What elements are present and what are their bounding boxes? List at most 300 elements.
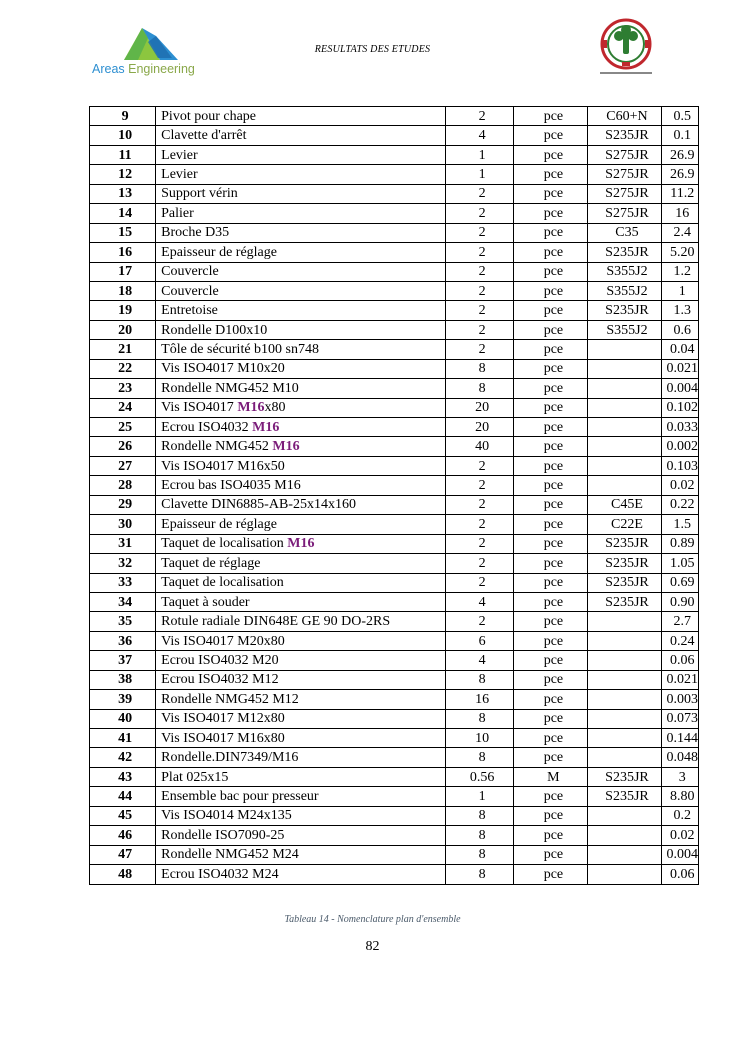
quantity-cell: 2 <box>445 184 513 203</box>
material-cell: S355J2 <box>588 281 661 300</box>
table-row <box>90 340 699 359</box>
material-cell: S235JR <box>588 301 661 320</box>
designation-cell <box>156 301 446 320</box>
quantity-cell: 2 <box>445 340 513 359</box>
institute-emblem <box>592 14 660 82</box>
mass-cell: 0.144 <box>661 729 699 748</box>
material-cell: S235JR <box>588 787 661 806</box>
table-row <box>90 476 699 495</box>
table-row <box>90 573 699 592</box>
unit-cell: pce <box>514 418 588 437</box>
designation-cell <box>156 340 446 359</box>
designation-text: Ecrou ISO4032 M12 <box>161 672 279 688</box>
quantity-cell: 6 <box>445 631 513 650</box>
quantity-cell: 2 <box>445 612 513 631</box>
designation-cell <box>156 476 446 495</box>
mass-cell: 0.5 <box>661 107 699 126</box>
item-number-cell: 47 <box>90 845 156 864</box>
material-cell: S275JR <box>588 204 661 223</box>
designation-cell <box>156 184 446 203</box>
mass-cell: 0.021 <box>661 670 699 689</box>
designation-cell <box>156 456 446 475</box>
designation-cell <box>156 554 446 573</box>
item-number-cell: 16 <box>90 243 156 262</box>
material-cell <box>588 670 661 689</box>
material-cell: S275JR <box>588 165 661 184</box>
unit-cell: pce <box>514 787 588 806</box>
material-cell <box>588 437 661 456</box>
mass-cell: 2.7 <box>661 612 699 631</box>
unit-cell: pce <box>514 126 588 145</box>
table-row <box>90 184 699 203</box>
designation-text: Vis ISO4017 M16x50 <box>161 458 285 474</box>
material-cell <box>588 826 661 845</box>
mass-cell: 3 <box>661 767 699 786</box>
designation-text: Vis ISO4017 M12x80 <box>161 711 285 727</box>
material-cell <box>588 690 661 709</box>
designation-text: Couvercle <box>161 264 219 280</box>
item-number-cell: 11 <box>90 145 156 164</box>
designation-cell <box>156 262 446 281</box>
table-row <box>90 281 699 300</box>
material-cell <box>588 379 661 398</box>
designation-text: Vis ISO4017 <box>161 400 238 416</box>
table-row <box>90 534 699 553</box>
quantity-cell: 2 <box>445 204 513 223</box>
table-row <box>90 223 699 242</box>
item-number-cell: 35 <box>90 612 156 631</box>
mass-cell: 0.90 <box>661 592 699 611</box>
material-cell <box>588 631 661 650</box>
mass-cell: 0.89 <box>661 534 699 553</box>
quantity-cell: 20 <box>445 418 513 437</box>
designation-text: Clavette d'arrêt <box>161 128 247 144</box>
item-number-cell: 42 <box>90 748 156 767</box>
item-number-cell: 26 <box>90 437 156 456</box>
table-row <box>90 767 699 786</box>
quantity-cell: 2 <box>445 534 513 553</box>
unit-cell: pce <box>514 437 588 456</box>
unit-cell: pce <box>514 320 588 339</box>
table-row <box>90 729 699 748</box>
mass-cell: 0.102 <box>661 398 699 417</box>
item-number-cell: 46 <box>90 826 156 845</box>
designation-text: Rondelle ISO7090-25 <box>161 827 285 843</box>
table-row <box>90 612 699 631</box>
designation-cell <box>156 515 446 534</box>
item-number-cell: 24 <box>90 398 156 417</box>
designation-cell <box>156 223 446 242</box>
designation-cell <box>156 787 446 806</box>
material-cell: S235JR <box>588 554 661 573</box>
mass-cell: 0.02 <box>661 826 699 845</box>
unit-cell: pce <box>514 281 588 300</box>
unit-cell: pce <box>514 223 588 242</box>
designation-cell <box>156 573 446 592</box>
item-number-cell: 44 <box>90 787 156 806</box>
quantity-cell: 8 <box>445 826 513 845</box>
table-row <box>90 437 699 456</box>
mass-cell: 0.073 <box>661 709 699 728</box>
designation-text: Couvercle <box>161 283 219 299</box>
table-row <box>90 806 699 825</box>
company-name-part-2: Engineering <box>128 62 195 76</box>
mass-cell: 0.02 <box>661 476 699 495</box>
designation-text: Ecrou ISO4032 M24 <box>161 866 279 882</box>
item-number-cell: 12 <box>90 165 156 184</box>
unit-cell: pce <box>514 806 588 825</box>
unit-cell: pce <box>514 573 588 592</box>
designation-cell <box>156 845 446 864</box>
designation-cell <box>156 126 446 145</box>
quantity-cell: 2 <box>445 554 513 573</box>
material-cell <box>588 340 661 359</box>
unit-cell: pce <box>514 145 588 164</box>
designation-cell <box>156 398 446 417</box>
item-number-cell: 25 <box>90 418 156 437</box>
designation-text: Rondelle NMG452 M24 <box>161 847 299 863</box>
designation-cell <box>156 865 446 884</box>
item-number-cell: 22 <box>90 359 156 378</box>
item-number-cell: 19 <box>90 301 156 320</box>
designation-text: Broche D35 <box>161 225 230 241</box>
material-cell: S355J2 <box>588 320 661 339</box>
designation-cell <box>156 592 446 611</box>
mass-cell: 1.5 <box>661 515 699 534</box>
unit-cell: pce <box>514 340 588 359</box>
item-number-cell: 27 <box>90 456 156 475</box>
designation-cell <box>156 145 446 164</box>
quantity-cell: 8 <box>445 748 513 767</box>
material-cell: S235JR <box>588 592 661 611</box>
institute-seal-icon <box>592 14 660 82</box>
quantity-cell: 20 <box>445 398 513 417</box>
item-number-cell: 10 <box>90 126 156 145</box>
nomenclature-table <box>89 106 699 885</box>
item-number-cell: 20 <box>90 320 156 339</box>
material-cell <box>588 476 661 495</box>
unit-cell: pce <box>514 301 588 320</box>
quantity-cell: 4 <box>445 651 513 670</box>
item-number-cell: 21 <box>90 340 156 359</box>
designation-text: Rondelle NMG452 <box>161 439 273 455</box>
unit-cell: pce <box>514 748 588 767</box>
designation-cell <box>156 534 446 553</box>
unit-cell: pce <box>514 476 588 495</box>
table-row <box>90 145 699 164</box>
mass-cell: 0.103 <box>661 456 699 475</box>
mass-cell: 26.9 <box>661 145 699 164</box>
designation-cell <box>156 767 446 786</box>
designation-cell <box>156 107 446 126</box>
designation-cell <box>156 495 446 514</box>
material-cell: S235JR <box>588 534 661 553</box>
table-row <box>90 709 699 728</box>
material-cell: C60+N <box>588 107 661 126</box>
material-cell <box>588 806 661 825</box>
quantity-cell: 8 <box>445 359 513 378</box>
material-cell: S275JR <box>588 145 661 164</box>
quantity-cell: 8 <box>445 670 513 689</box>
table-row <box>90 826 699 845</box>
table-row <box>90 631 699 650</box>
item-number-cell: 13 <box>90 184 156 203</box>
unit-cell: pce <box>514 262 588 281</box>
unit-cell: pce <box>514 845 588 864</box>
item-number-cell: 38 <box>90 670 156 689</box>
designation-text: Tôle de sécurité b100 sn748 <box>161 341 319 357</box>
designation-cell <box>156 612 446 631</box>
mass-cell: 26.9 <box>661 165 699 184</box>
designation-text: Vis ISO4017 M10x20 <box>161 361 285 377</box>
item-number-cell: 37 <box>90 651 156 670</box>
item-number-cell: 36 <box>90 631 156 650</box>
unit-cell: pce <box>514 398 588 417</box>
unit-cell: pce <box>514 865 588 884</box>
table-row <box>90 165 699 184</box>
designation-text: Vis ISO4014 M24x135 <box>161 808 292 824</box>
quantity-cell: 2 <box>445 495 513 514</box>
mass-cell: 0.1 <box>661 126 699 145</box>
quantity-cell: 8 <box>445 865 513 884</box>
item-number-cell: 48 <box>90 865 156 884</box>
mass-cell: 8.80 <box>661 787 699 806</box>
mass-cell: 0.048 <box>661 748 699 767</box>
item-number-cell: 14 <box>90 204 156 223</box>
material-cell: S235JR <box>588 573 661 592</box>
designation-cell <box>156 204 446 223</box>
company-name <box>92 62 195 76</box>
material-cell <box>588 612 661 631</box>
designation-text: Rondelle NMG452 M10 <box>161 380 299 396</box>
table-caption: Tableau 14 - Nomenclature plan d'ensemble <box>284 914 461 925</box>
unit-cell: pce <box>514 612 588 631</box>
unit-cell: pce <box>514 495 588 514</box>
mass-cell: 1.3 <box>661 301 699 320</box>
designation-cell <box>156 243 446 262</box>
material-cell <box>588 651 661 670</box>
quantity-cell: 2 <box>445 476 513 495</box>
unit-cell: pce <box>514 184 588 203</box>
mass-cell: 0.004 <box>661 845 699 864</box>
table-row <box>90 262 699 281</box>
item-number-cell: 45 <box>90 806 156 825</box>
quantity-cell: 8 <box>445 379 513 398</box>
table-row <box>90 359 699 378</box>
designation-cell <box>156 631 446 650</box>
designation-cell <box>156 651 446 670</box>
mass-cell: 5.20 <box>661 243 699 262</box>
item-number-cell: 9 <box>90 107 156 126</box>
table-row <box>90 748 699 767</box>
material-cell: S235JR <box>588 767 661 786</box>
item-number-cell: 34 <box>90 592 156 611</box>
unit-cell: pce <box>514 690 588 709</box>
item-number-cell: 17 <box>90 262 156 281</box>
table-row <box>90 787 699 806</box>
table-row <box>90 320 699 339</box>
item-number-cell: 40 <box>90 709 156 728</box>
designation-text: Rotule radiale DIN648E GE 90 DO-2RS <box>161 614 391 630</box>
item-number-cell: 30 <box>90 515 156 534</box>
mass-cell: 0.22 <box>661 495 699 514</box>
designation-cell <box>156 709 446 728</box>
designation-cell <box>156 670 446 689</box>
quantity-cell: 2 <box>445 281 513 300</box>
designation-text: Ecrou ISO4032 M20 <box>161 652 279 668</box>
unit-cell: pce <box>514 456 588 475</box>
quantity-cell: 2 <box>445 515 513 534</box>
designation-text: Taquet de localisation <box>161 575 284 591</box>
designation-cell <box>156 806 446 825</box>
quantity-cell: 2 <box>445 223 513 242</box>
mass-cell: 1.2 <box>661 262 699 281</box>
quantity-cell: 40 <box>445 437 513 456</box>
mass-cell: 1.05 <box>661 554 699 573</box>
designation-cell <box>156 281 446 300</box>
table-row <box>90 398 699 417</box>
designation-highlight: M16 <box>237 400 265 416</box>
material-cell <box>588 418 661 437</box>
material-cell <box>588 729 661 748</box>
item-number-cell: 32 <box>90 554 156 573</box>
designation-text: Rondelle.DIN7349/M16 <box>161 750 299 766</box>
designation-cell <box>156 748 446 767</box>
designation-text: Entretoise <box>161 303 218 319</box>
table-row <box>90 456 699 475</box>
designation-cell <box>156 320 446 339</box>
designation-cell <box>156 379 446 398</box>
mass-cell: 0.6 <box>661 320 699 339</box>
material-cell <box>588 456 661 475</box>
item-number-cell: 15 <box>90 223 156 242</box>
table-row <box>90 243 699 262</box>
unit-cell: pce <box>514 204 588 223</box>
unit-cell: pce <box>514 709 588 728</box>
mass-cell: 0.04 <box>661 340 699 359</box>
table-row <box>90 690 699 709</box>
table-row <box>90 107 699 126</box>
quantity-cell: 2 <box>445 320 513 339</box>
unit-cell: pce <box>514 107 588 126</box>
designation-text: Vis ISO4017 M20x80 <box>161 633 285 649</box>
table-row <box>90 418 699 437</box>
unit-cell: M <box>514 767 588 786</box>
quantity-cell: 8 <box>445 806 513 825</box>
quantity-cell: 4 <box>445 592 513 611</box>
table-row <box>90 554 699 573</box>
item-number-cell: 39 <box>90 690 156 709</box>
quantity-cell: 2 <box>445 243 513 262</box>
unit-cell: pce <box>514 651 588 670</box>
designation-cell <box>156 729 446 748</box>
designation-text: Vis ISO4017 M16x80 <box>161 730 285 746</box>
material-cell <box>588 709 661 728</box>
designation-text: Pivot pour chape <box>161 108 257 124</box>
designation-cell <box>156 690 446 709</box>
material-cell: C45E <box>588 495 661 514</box>
designation-text: Taquet à souder <box>161 594 250 610</box>
unit-cell: pce <box>514 554 588 573</box>
unit-cell: pce <box>514 729 588 748</box>
item-number-cell: 41 <box>90 729 156 748</box>
unit-cell: pce <box>514 165 588 184</box>
designation-text: Palier <box>161 205 194 221</box>
quantity-cell: 4 <box>445 126 513 145</box>
designation-highlight: M16 <box>252 419 280 435</box>
quantity-cell: 2 <box>445 573 513 592</box>
designation-text: Rondelle NMG452 M12 <box>161 691 299 707</box>
material-cell: S275JR <box>588 184 661 203</box>
material-cell: C35 <box>588 223 661 242</box>
company-name-part-1: Areas <box>92 62 129 76</box>
designation-text: Taquet de réglage <box>161 555 261 571</box>
item-number-cell: 43 <box>90 767 156 786</box>
material-cell: S235JR <box>588 243 661 262</box>
mass-cell: 11.2 <box>661 184 699 203</box>
unit-cell: pce <box>514 515 588 534</box>
item-number-cell: 33 <box>90 573 156 592</box>
designation-cell <box>156 437 446 456</box>
quantity-cell: 10 <box>445 729 513 748</box>
mass-cell: 0.2 <box>661 806 699 825</box>
table-row <box>90 126 699 145</box>
quantity-cell: 2 <box>445 107 513 126</box>
designation-text: Levier <box>161 147 198 163</box>
mass-cell: 0.69 <box>661 573 699 592</box>
quantity-cell: 1 <box>445 145 513 164</box>
mass-cell: 0.06 <box>661 865 699 884</box>
unit-cell: pce <box>514 534 588 553</box>
unit-cell: pce <box>514 826 588 845</box>
material-cell: S355J2 <box>588 262 661 281</box>
designation-highlight: M16 <box>287 536 315 552</box>
designation-text: Support vérin <box>161 186 238 202</box>
table-row <box>90 670 699 689</box>
mass-cell: 0.002 <box>661 437 699 456</box>
designation-text: Ecrou bas ISO4035 M16 <box>161 478 301 494</box>
designation-highlight: M16 <box>272 439 300 455</box>
quantity-cell: 2 <box>445 301 513 320</box>
table-row <box>90 865 699 884</box>
designation-text: Ecrou ISO4032 <box>161 419 253 435</box>
material-cell: C22E <box>588 515 661 534</box>
material-cell <box>588 359 661 378</box>
mass-cell: 0.033 <box>661 418 699 437</box>
mass-cell: 1 <box>661 281 699 300</box>
mass-cell: 0.021 <box>661 359 699 378</box>
designation-text: Clavette DIN6885-AB-25x14x160 <box>161 497 356 513</box>
unit-cell: pce <box>514 631 588 650</box>
unit-cell: pce <box>514 359 588 378</box>
table-row <box>90 651 699 670</box>
mass-cell: 0.06 <box>661 651 699 670</box>
quantity-cell: 8 <box>445 845 513 864</box>
designation-text: Epaisseur de réglage <box>161 244 277 260</box>
table-row <box>90 379 699 398</box>
designation-text: Taquet de localisation <box>161 536 288 552</box>
quantity-cell: 16 <box>445 690 513 709</box>
mass-cell: 0.24 <box>661 631 699 650</box>
table-row <box>90 845 699 864</box>
item-number-cell: 18 <box>90 281 156 300</box>
material-cell <box>588 398 661 417</box>
item-number-cell: 31 <box>90 534 156 553</box>
designation-cell <box>156 359 446 378</box>
mass-cell: 16 <box>661 204 699 223</box>
table-row <box>90 301 699 320</box>
designation-cell <box>156 418 446 437</box>
